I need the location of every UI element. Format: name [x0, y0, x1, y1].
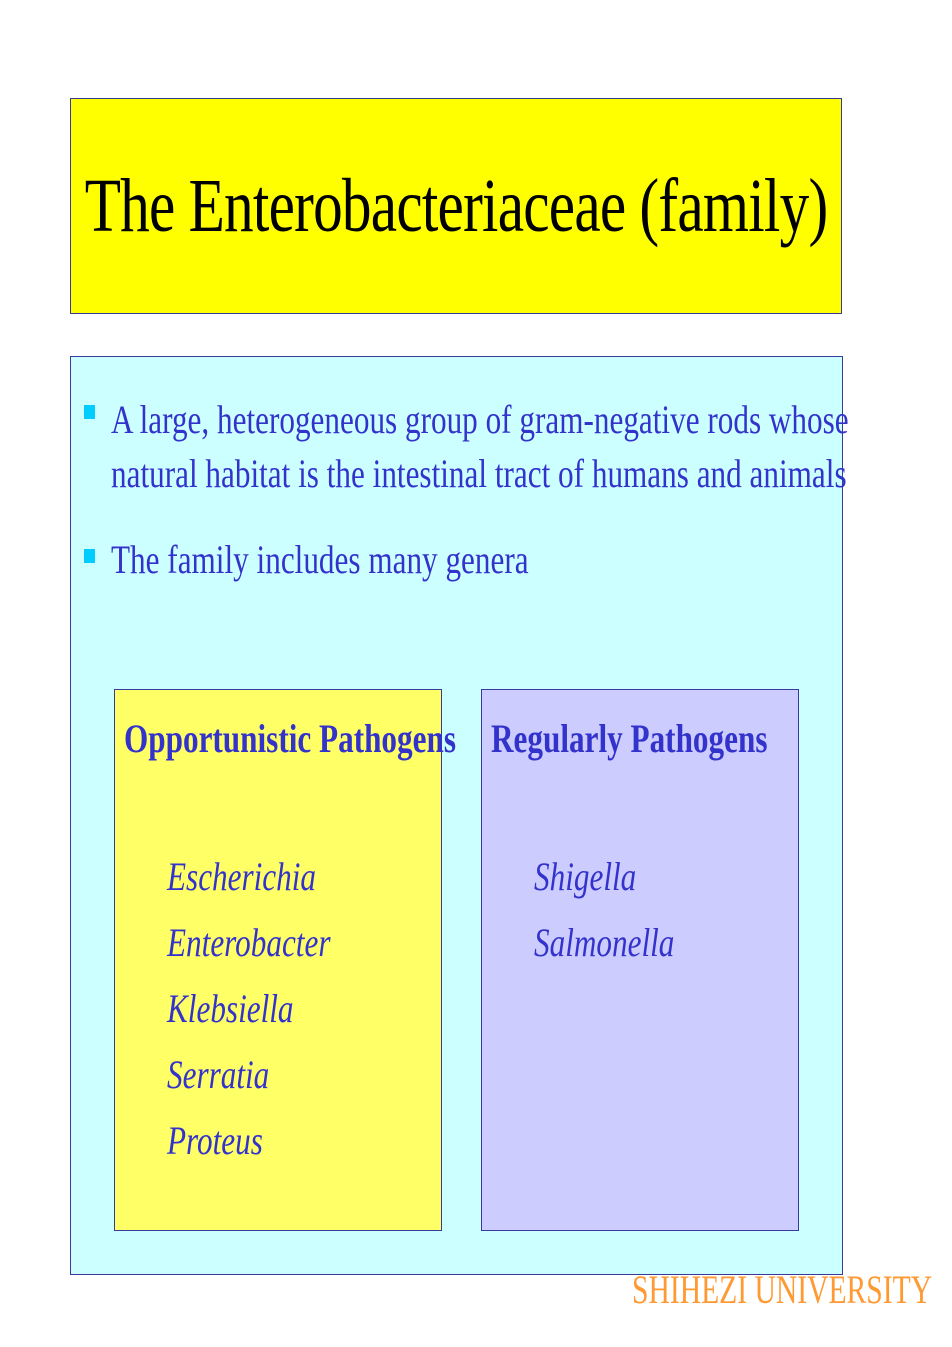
square-bullet-icon: [84, 549, 95, 563]
slide-content-panel: [70, 356, 849, 1275]
opportunistic-genera-list: [167, 844, 377, 1174]
slide-title: The Enterobacteriaceae (family): [84, 163, 828, 248]
genus-item: Klebsiella: [167, 986, 294, 1031]
genus-item: Shigella: [534, 854, 637, 899]
slide-title-banner: [70, 98, 842, 314]
genus-item: Salmonella: [534, 920, 675, 965]
university-footer-logo: SHIHEZI UNIVERSITY: [632, 1267, 933, 1312]
genus-item: Enterobacter: [167, 920, 331, 965]
bullet-2-line-1: The family includes many genera: [111, 537, 529, 582]
genus-item: Escherichia: [167, 854, 317, 899]
genus-item: Proteus: [167, 1118, 263, 1163]
bullet-1-line-1: A large, heterogeneous group of gram-negative rods whose: [111, 397, 849, 442]
regularly-genera-list: [534, 844, 714, 976]
opportunistic-pathogens-box: [114, 689, 456, 1231]
bullet-1-line-2: natural habitat is the intestinal tract of humans and animals: [111, 451, 847, 496]
square-bullet-icon: [84, 405, 95, 419]
genus-item: Serratia: [167, 1052, 270, 1097]
opportunistic-pathogens-heading: Opportunistic Pathogens: [124, 716, 456, 761]
regularly-pathogens-heading: Regularly Pathogens: [491, 716, 768, 761]
regularly-pathogens-box: [481, 689, 799, 1231]
